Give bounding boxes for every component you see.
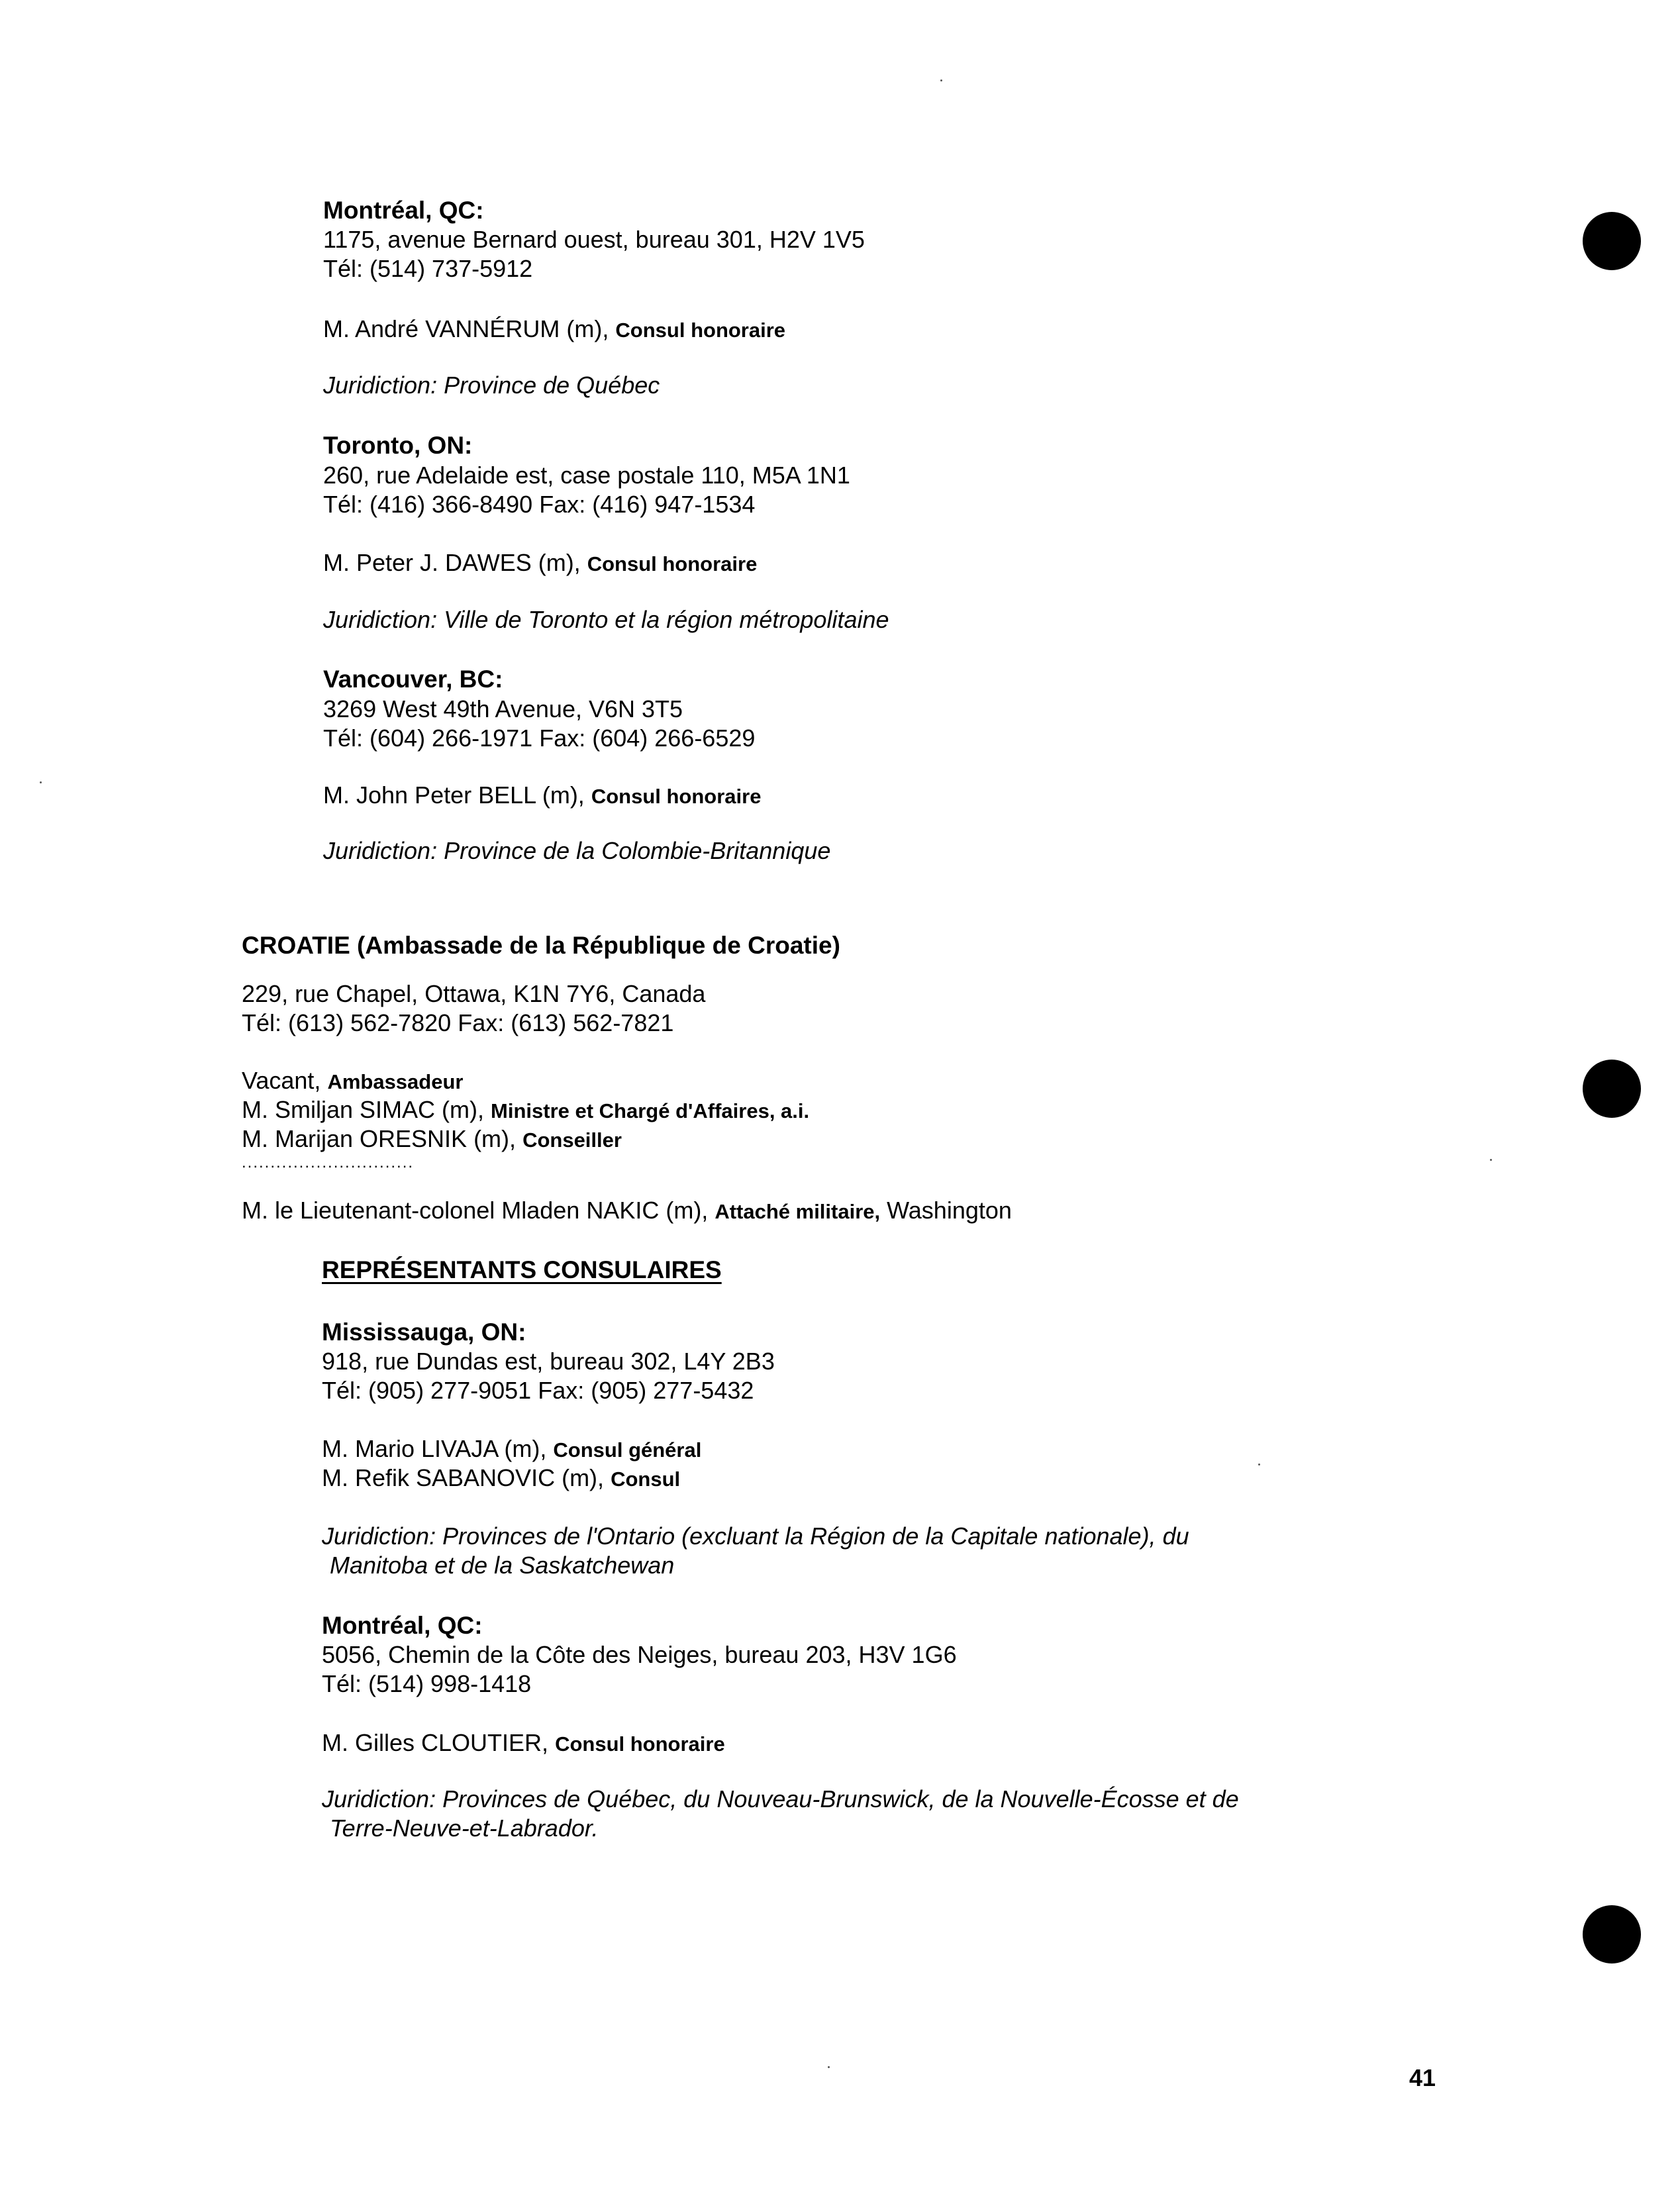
consul-name: M. Mario LIVAJA (m),	[322, 1435, 547, 1462]
consul-name: M. André VANNÉRUM (m),	[323, 315, 609, 342]
consular-heading: REPRÉSENTANTS CONSULAIRES	[322, 1256, 722, 1283]
binder-hole-middle	[1583, 1060, 1641, 1118]
staff-entry	[242, 1095, 809, 1126]
binder-hole-top	[1583, 212, 1641, 270]
attache-title: Attaché militaire,	[715, 1200, 881, 1223]
dotted-separator: ..............................	[242, 1154, 415, 1171]
consulate-phone: Tél: (604) 266-1971 Fax: (604) 266-6529	[323, 724, 756, 752]
consulate-address: 918, rue Dundas est, bureau 302, L4Y 2B3	[322, 1348, 775, 1375]
consul-entry	[323, 315, 785, 345]
consulate-phone: Tél: (514) 737-5912	[323, 255, 533, 282]
consul-entry	[322, 1728, 725, 1759]
consul-entry	[323, 781, 761, 811]
consul-name: M. Peter J. DAWES (m),	[323, 549, 581, 576]
consul-entry	[322, 1434, 701, 1465]
attache-entry	[242, 1196, 1012, 1226]
consulate-city: Montréal, QC:	[322, 1612, 483, 1639]
consul-title: Consul honoraire	[587, 552, 758, 575]
scan-speck	[40, 781, 42, 783]
staff-title: Conseiller	[522, 1128, 622, 1152]
consul-name: M. Refik SABANOVIC (m),	[322, 1464, 605, 1491]
page-number: 41	[1409, 2064, 1436, 2091]
consulate-jurisdiction: Juridiction: Province de Québec	[323, 372, 660, 399]
consulate-phone: Tél: (905) 277-9051 Fax: (905) 277-5432	[322, 1377, 754, 1404]
consul-entry	[322, 1464, 680, 1494]
staff-name: Vacant,	[242, 1067, 321, 1094]
consul-title: Consul honoraire	[555, 1732, 725, 1756]
consul-title: Consul général	[553, 1438, 702, 1462]
consulate-address: 5056, Chemin de la Côte des Neiges, bureau 203, H3V 1G6	[322, 1641, 957, 1668]
consulate-jurisdiction: Juridiction: Ville de Toronto et la région métropolitaine	[323, 606, 889, 633]
consulate-jurisdiction-cont: Manitoba et de la Saskatchewan	[330, 1552, 675, 1579]
consulate-city: Vancouver, BC:	[323, 666, 503, 693]
scan-speck	[1490, 1159, 1492, 1161]
consul-title: Consul honoraire	[615, 319, 786, 342]
staff-title: Ambassadeur	[327, 1070, 464, 1093]
staff-entry	[242, 1124, 622, 1155]
staff-entry	[242, 1066, 463, 1097]
staff-title: Ministre et Chargé d'Affaires, a.i.	[491, 1099, 810, 1122]
scan-speck	[940, 79, 942, 81]
consul-title: Consul honoraire	[591, 785, 762, 808]
embassy-phone: Tél: (613) 562-7820 Fax: (613) 562-7821	[242, 1009, 674, 1036]
consul-name: M. John Peter BELL (m),	[323, 781, 585, 809]
binder-hole-bottom	[1583, 1905, 1641, 1963]
embassy-address: 229, rue Chapel, Ottawa, K1N 7Y6, Canada	[242, 980, 706, 1007]
consulate-jurisdiction-cont: Terre-Neuve-et-Labrador.	[330, 1814, 599, 1842]
attache-name: M. le Lieutenant-colonel Mladen NAKIC (m),	[242, 1197, 709, 1224]
consulate-city: Montréal, QC:	[323, 197, 484, 224]
consul-entry	[323, 548, 757, 579]
staff-name: M. Marijan ORESNIK (m),	[242, 1125, 517, 1152]
consulate-jurisdiction: Juridiction: Provinces de l'Ontario (excluant la Région de la Capitale nationale), du	[322, 1522, 1189, 1550]
consul-title: Consul	[611, 1467, 681, 1491]
consulate-address: 260, rue Adelaide est, case postale 110, M5A 1N1	[323, 462, 850, 489]
scan-speck	[828, 2066, 830, 2068]
scan-speck	[1258, 1464, 1260, 1466]
country-heading: CROATIE (Ambassade de la République de Croatie)	[242, 932, 840, 959]
consulate-phone: Tél: (514) 998-1418	[322, 1670, 532, 1697]
consulate-jurisdiction: Juridiction: Province de la Colombie-Britannique	[323, 837, 831, 864]
consulate-address: 3269 West 49th Avenue, V6N 3T5	[323, 695, 683, 722]
attache-location: Washington	[880, 1197, 1012, 1224]
consulate-phone: Tél: (416) 366-8490 Fax: (416) 947-1534	[323, 491, 756, 518]
staff-name: M. Smiljan SIMAC (m),	[242, 1096, 485, 1123]
consulate-city: Toronto, ON:	[323, 432, 473, 459]
consulate-address: 1175, avenue Bernard ouest, bureau 301, H2V 1V5	[323, 226, 865, 253]
consulate-city: Mississauga, ON:	[322, 1318, 526, 1346]
consulate-jurisdiction: Juridiction: Provinces de Québec, du Nouveau-Brunswick, de la Nouvelle-Écosse et de	[322, 1785, 1239, 1813]
consul-name: M. Gilles CLOUTIER,	[322, 1729, 549, 1756]
